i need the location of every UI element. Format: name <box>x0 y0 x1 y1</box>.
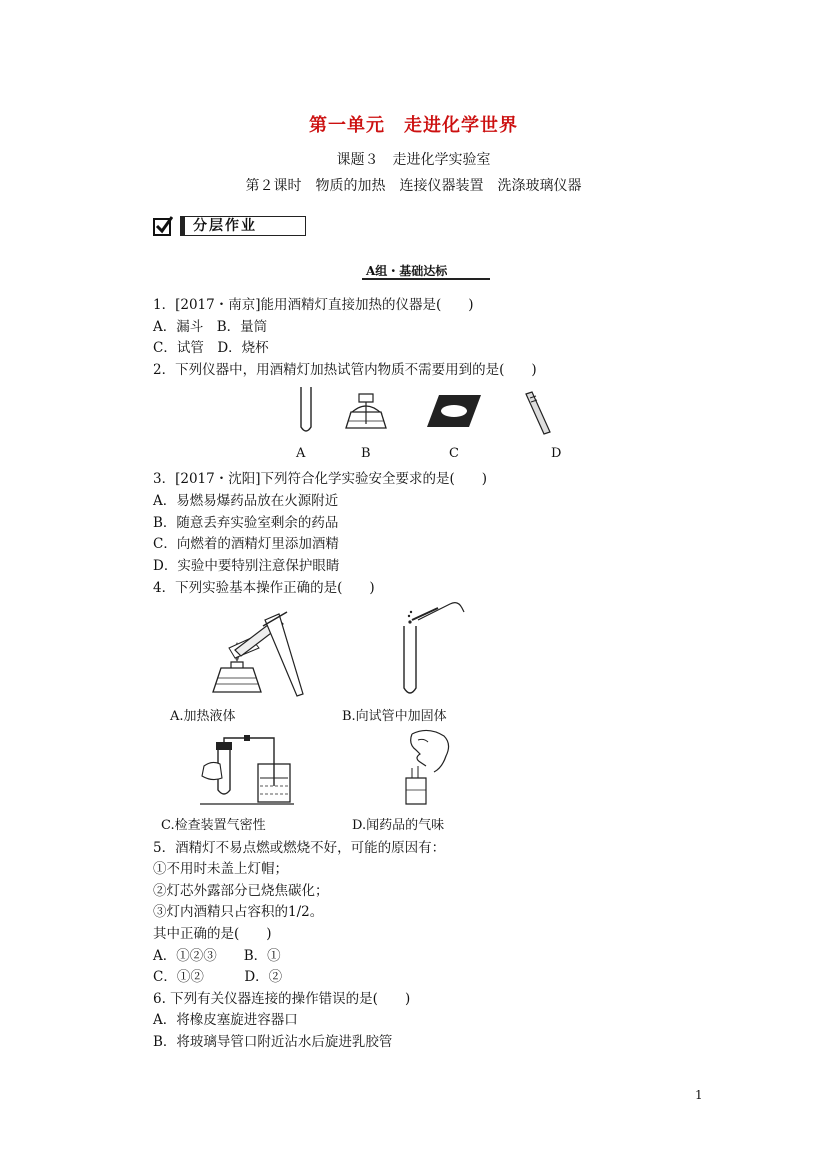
page-number: 1 <box>695 1088 703 1102</box>
q5-options-cd: C．①② D．② <box>153 969 283 985</box>
q4-stem: 4．下列实验基本操作正确的是( ) <box>153 580 375 596</box>
q2-label-b: B <box>361 446 371 461</box>
q1-options-cd: C．试管 D．烧杯 <box>153 340 269 356</box>
q4-caption-d: D.闻药品的气味 <box>352 818 445 833</box>
group-underline <box>362 278 490 280</box>
q3-stem: 3．[2017・沈阳]下列符合化学实验安全要求的是( ) <box>153 471 488 487</box>
airtightness-figure <box>198 734 296 806</box>
q5-options-ab: A．①②③ B．① <box>153 948 281 964</box>
q5-stem: 5．酒精灯不易点燃或燃烧不好，可能的原因有： <box>153 840 446 856</box>
q3-option-b: B．随意丢弃实验室剩余的药品 <box>153 515 339 531</box>
q2-label-c: C <box>449 446 459 461</box>
q3-option-c: C．向燃着的酒精灯里添加酒精 <box>153 536 339 552</box>
test-tube-clamp-figure <box>522 390 554 436</box>
asbestos-net-figure <box>425 393 483 429</box>
lesson-title: 课题３ 走进化学实验室 <box>336 152 491 168</box>
q5-ask: 其中正确的是( ) <box>153 926 272 942</box>
q5-item-2: ②灯芯外露部分已烧焦碳化； <box>153 883 329 899</box>
q1-stem: 1．[2017・南京]能用酒精灯直接加热的仪器是( ) <box>153 297 474 313</box>
q6-stem: 6. 下列有关仪器连接的操作错误的是( ) <box>153 991 411 1007</box>
alcohol-lamp-figure <box>342 390 390 436</box>
q2-label-d: D <box>551 446 562 461</box>
q3-option-a: A．易燃易爆药品放在火源附近 <box>153 493 339 509</box>
q6-option-b: B．将玻璃导管口附近沾水后旋进乳胶管 <box>153 1034 393 1050</box>
q1-options-ab: A．漏斗 B．量筒 <box>153 319 268 335</box>
section-label: 分层作业 <box>180 216 306 236</box>
q3-option-d: D．实验中要特别注意保护眼睛 <box>153 558 340 574</box>
checkbox-icon <box>153 216 173 236</box>
q5-item-3: ③灯内酒精只占容积的1/2。 <box>153 904 324 920</box>
q4-caption-c: C.检查装置气密性 <box>161 818 266 833</box>
period-title: 第２课时 物质的加热 连接仪器装置 洗涤玻璃仪器 <box>245 178 582 194</box>
group-label: A组・基础达标 <box>366 264 448 278</box>
q2-label-a: A <box>296 446 306 461</box>
adding-solid-figure <box>398 598 468 698</box>
test-tube-figure <box>295 385 317 437</box>
heating-liquid-figure <box>207 608 307 700</box>
q6-option-a: A．将橡皮塞旋进容器口 <box>153 1012 298 1028</box>
smelling-figure <box>398 728 460 808</box>
unit-title: 第一单元 走进化学世界 <box>309 115 518 136</box>
q5-item-1: ①不用时未盖上灯帽； <box>153 861 288 877</box>
q4-caption-a: A.加热液体 <box>170 709 236 724</box>
q4-caption-b: B.向试管中加固体 <box>342 709 447 724</box>
q2-stem: 2．下列仪器中，用酒精灯加热试管内物质不需要用到的是( ) <box>153 362 537 378</box>
